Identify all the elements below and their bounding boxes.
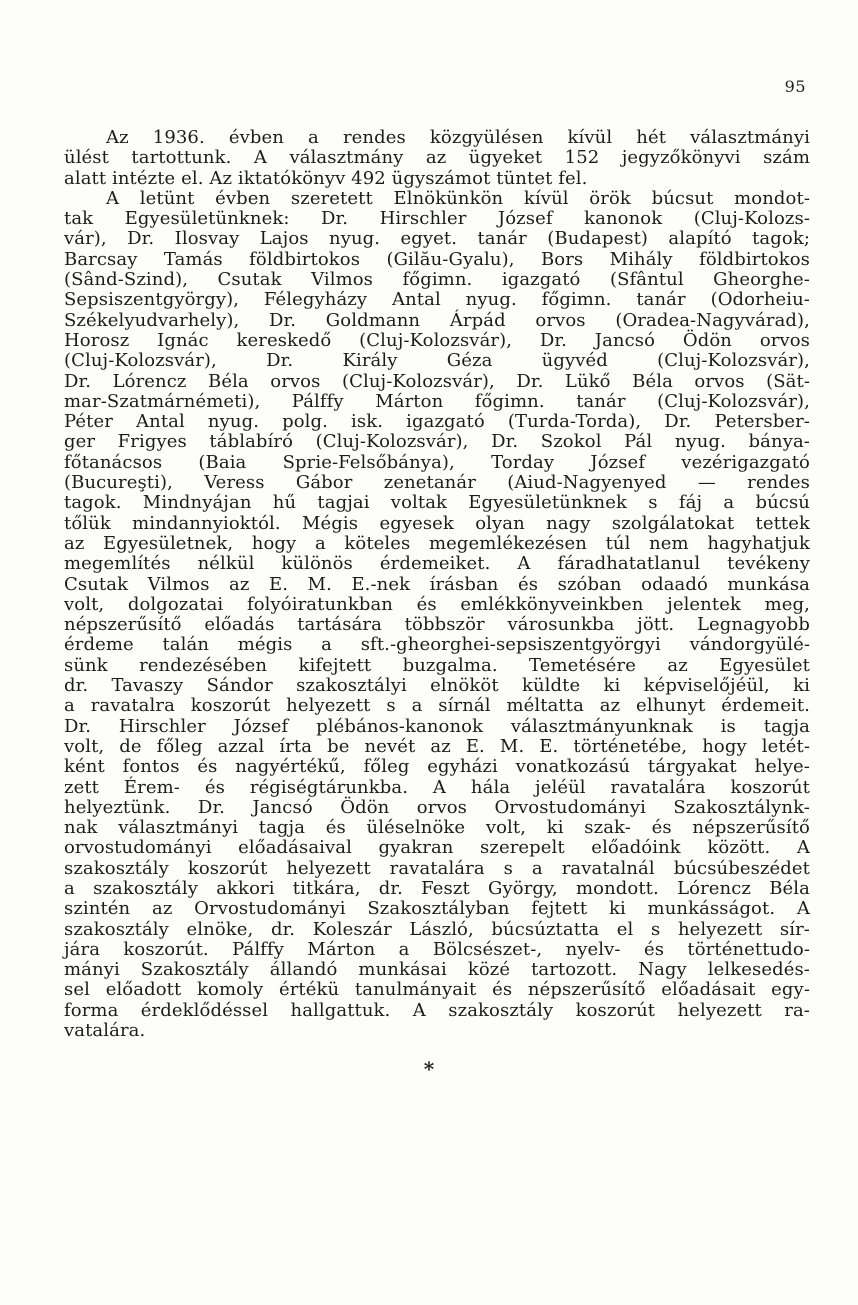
text-line: vár), Dr. Ilosvay Lajos nyug. egyet. tanár (Budapest) alapító tagok;: [64, 228, 810, 250]
text-line: Horosz Ignác kereskedő (Cluj-Kolozsvár), Dr. Jancsó Ödön orvos: [64, 329, 810, 351]
text-line: ként fontos és nagyértékű, főleg egyházi vonatkozású tárgyakat helye-: [64, 756, 810, 778]
text-line: (Cluj-Kolozsvár), Dr. Király Géza ügyvéd (Cluj-Kolozsvár),: [64, 350, 810, 372]
text-line: megemlítés nélkül különös érdemeiket. A fáradhatatlanul tevékeny: [64, 553, 810, 575]
text-line: (Sând-Szind), Csutak Vilmos főgimn. igazgató (Sfântul Gheorghe-: [64, 269, 810, 291]
text-line: tőlük mindannyioktól. Mégis egyesek olyan nagy szolgálatokat tettek: [64, 512, 810, 534]
text-line: nak választmányi tagja és üléselnöke volt, ki szak- és népszerűsítő: [64, 817, 810, 839]
page-number: 95: [784, 77, 806, 96]
text-line: Csutak Vilmos az E. M. E.-nek írásban és szóban odaadó munkása: [64, 573, 810, 595]
paragraph: [64, 189, 810, 1041]
text-line: jára koszorút. Pálffy Márton a Bölcsészet-, nyelv- és történettudo-: [64, 938, 810, 960]
text-line: szakosztály elnöke, dr. Koleszár László, búcsúztatta el s helyezett sír-: [64, 918, 810, 940]
text-line: sünk rendezésében kifejtett buzgalma. Temetésére az Egyesület: [64, 654, 810, 676]
text-line: Dr. Hirschler József plébános-kanonok választmányunknak is tagja: [64, 715, 810, 737]
text-line: Barcsay Tamás földbirtokos (Gilău-Gyalu), Bors Mihály földbirtokos: [64, 248, 810, 270]
text-line: (Bucureşti), Veress Gábor zenetanár (Aiud-Nagyenyed — rendes: [64, 472, 810, 494]
text-line: népszerűsítő előadás tartására többször városunkba jött. Legnagyobb: [64, 614, 810, 636]
text-line: az Egyesületnek, hogy a köteles megemlékezésen túl nem hagyhatjuk: [64, 532, 810, 554]
text-line: Sepsiszentgyörgy), Félegyházy Antal nyug. főgimn. tanár (Odorheiu-: [64, 289, 810, 311]
text-line: szakosztály koszorút helyezett ravatalára s a ravatalnál búcsúbeszédet: [64, 857, 810, 879]
text-line: Az 1936. évben a rendes közgyülésen kívül hét választmányi: [106, 127, 810, 148]
text-line: volt, de főleg azzal írta be nevét az E. M. E. történetébe, hogy letét-: [64, 735, 810, 757]
text-line: a szakosztály akkori titkára, dr. Feszt György, mondott. Lórencz Béla: [64, 877, 810, 899]
text-line: A letünt évben szeretett Elnökünkön kívül örök búcsut mondot-: [106, 187, 810, 209]
text-line: orvostudományi előadásaival gyakran szerepelt előadóink között. A: [64, 837, 810, 859]
text-line: tagok. Mindnyájan hű tagjai voltak Egyesületünknek s fáj a búcsú: [64, 492, 810, 514]
text-line: volt, dolgozatai folyóiratunkban és emlékkönyveinkben jelentek meg,: [64, 593, 810, 615]
text-line: mar-Szatmárnémeti), Pálffy Márton főgimn. tanár (Cluj-Kolozsvár),: [64, 390, 810, 412]
text-line: alatt intézte el. Az iktatókönyv 492 ügyszámot tüntet fel.: [64, 167, 588, 189]
body-text: [64, 128, 810, 1041]
text-line: zett Érem- és régiségtárunkba. A hála jeléül ravatalára koszorút: [64, 776, 810, 798]
text-line: érdeme talán mégis a sft.-gheorghei-sepsiszentgyörgyi vándorgyülé-: [64, 634, 810, 656]
text-line: szintén az Orvostudományi Szakosztályban fejtett ki munkásságot. A: [64, 898, 810, 920]
text-line: dr. Tavaszy Sándor szakosztályi elnököt küldte ki képviselőjéül, ki: [64, 675, 810, 697]
text-line: Péter Antal nyug. polg. isk. igazgató (Turda-Torda), Dr. Petersber-: [64, 411, 810, 433]
text-line: forma érdeklődéssel hallgattuk. A szakosztály koszorút helyezett ra-: [64, 999, 810, 1021]
text-line: Székelyudvarhely), Dr. Goldmann Árpád orvos (Oradea-Nagyvárad),: [64, 309, 810, 331]
section-separator: *: [423, 1057, 435, 1081]
text-line: a ravatalra koszorút helyezett s a sírnál méltatta az elhunyt érdemeit.: [64, 695, 810, 717]
text-line: mányi Szakosztály állandó munkásai közé tartozott. Nagy lelkesedés-: [64, 959, 810, 981]
text-line: ger Frigyes táblabíró (Cluj-Kolozsvár), Dr. Szokol Pál nyug. bánya-: [64, 431, 810, 453]
paragraph: [64, 128, 810, 189]
text-line: vatalára.: [64, 1020, 146, 1042]
text-line: Dr. Lórencz Béla orvos (Cluj-Kolozsvár), Dr. Lükő Béla orvos (Sät-: [64, 370, 810, 392]
text-line: ülést tartottunk. A választmány az ügyeket 152 jegyzőkönyvi szám: [64, 147, 810, 169]
text-line: sel előadott komoly értékü tanulmányait és népszerűsítő előadásait egy-: [64, 979, 810, 1001]
text-line: főtanácsos (Baia Sprie-Felsőbánya), Torday József vezérigazgató: [64, 451, 810, 473]
text-line: tak Egyesületünknek: Dr. Hirschler József kanonok (Cluj-Kolozs-: [64, 208, 810, 230]
text-line: helyeztünk. Dr. Jancsó Ödön orvos Orvostudományi Szakosztálynk-: [64, 796, 810, 818]
